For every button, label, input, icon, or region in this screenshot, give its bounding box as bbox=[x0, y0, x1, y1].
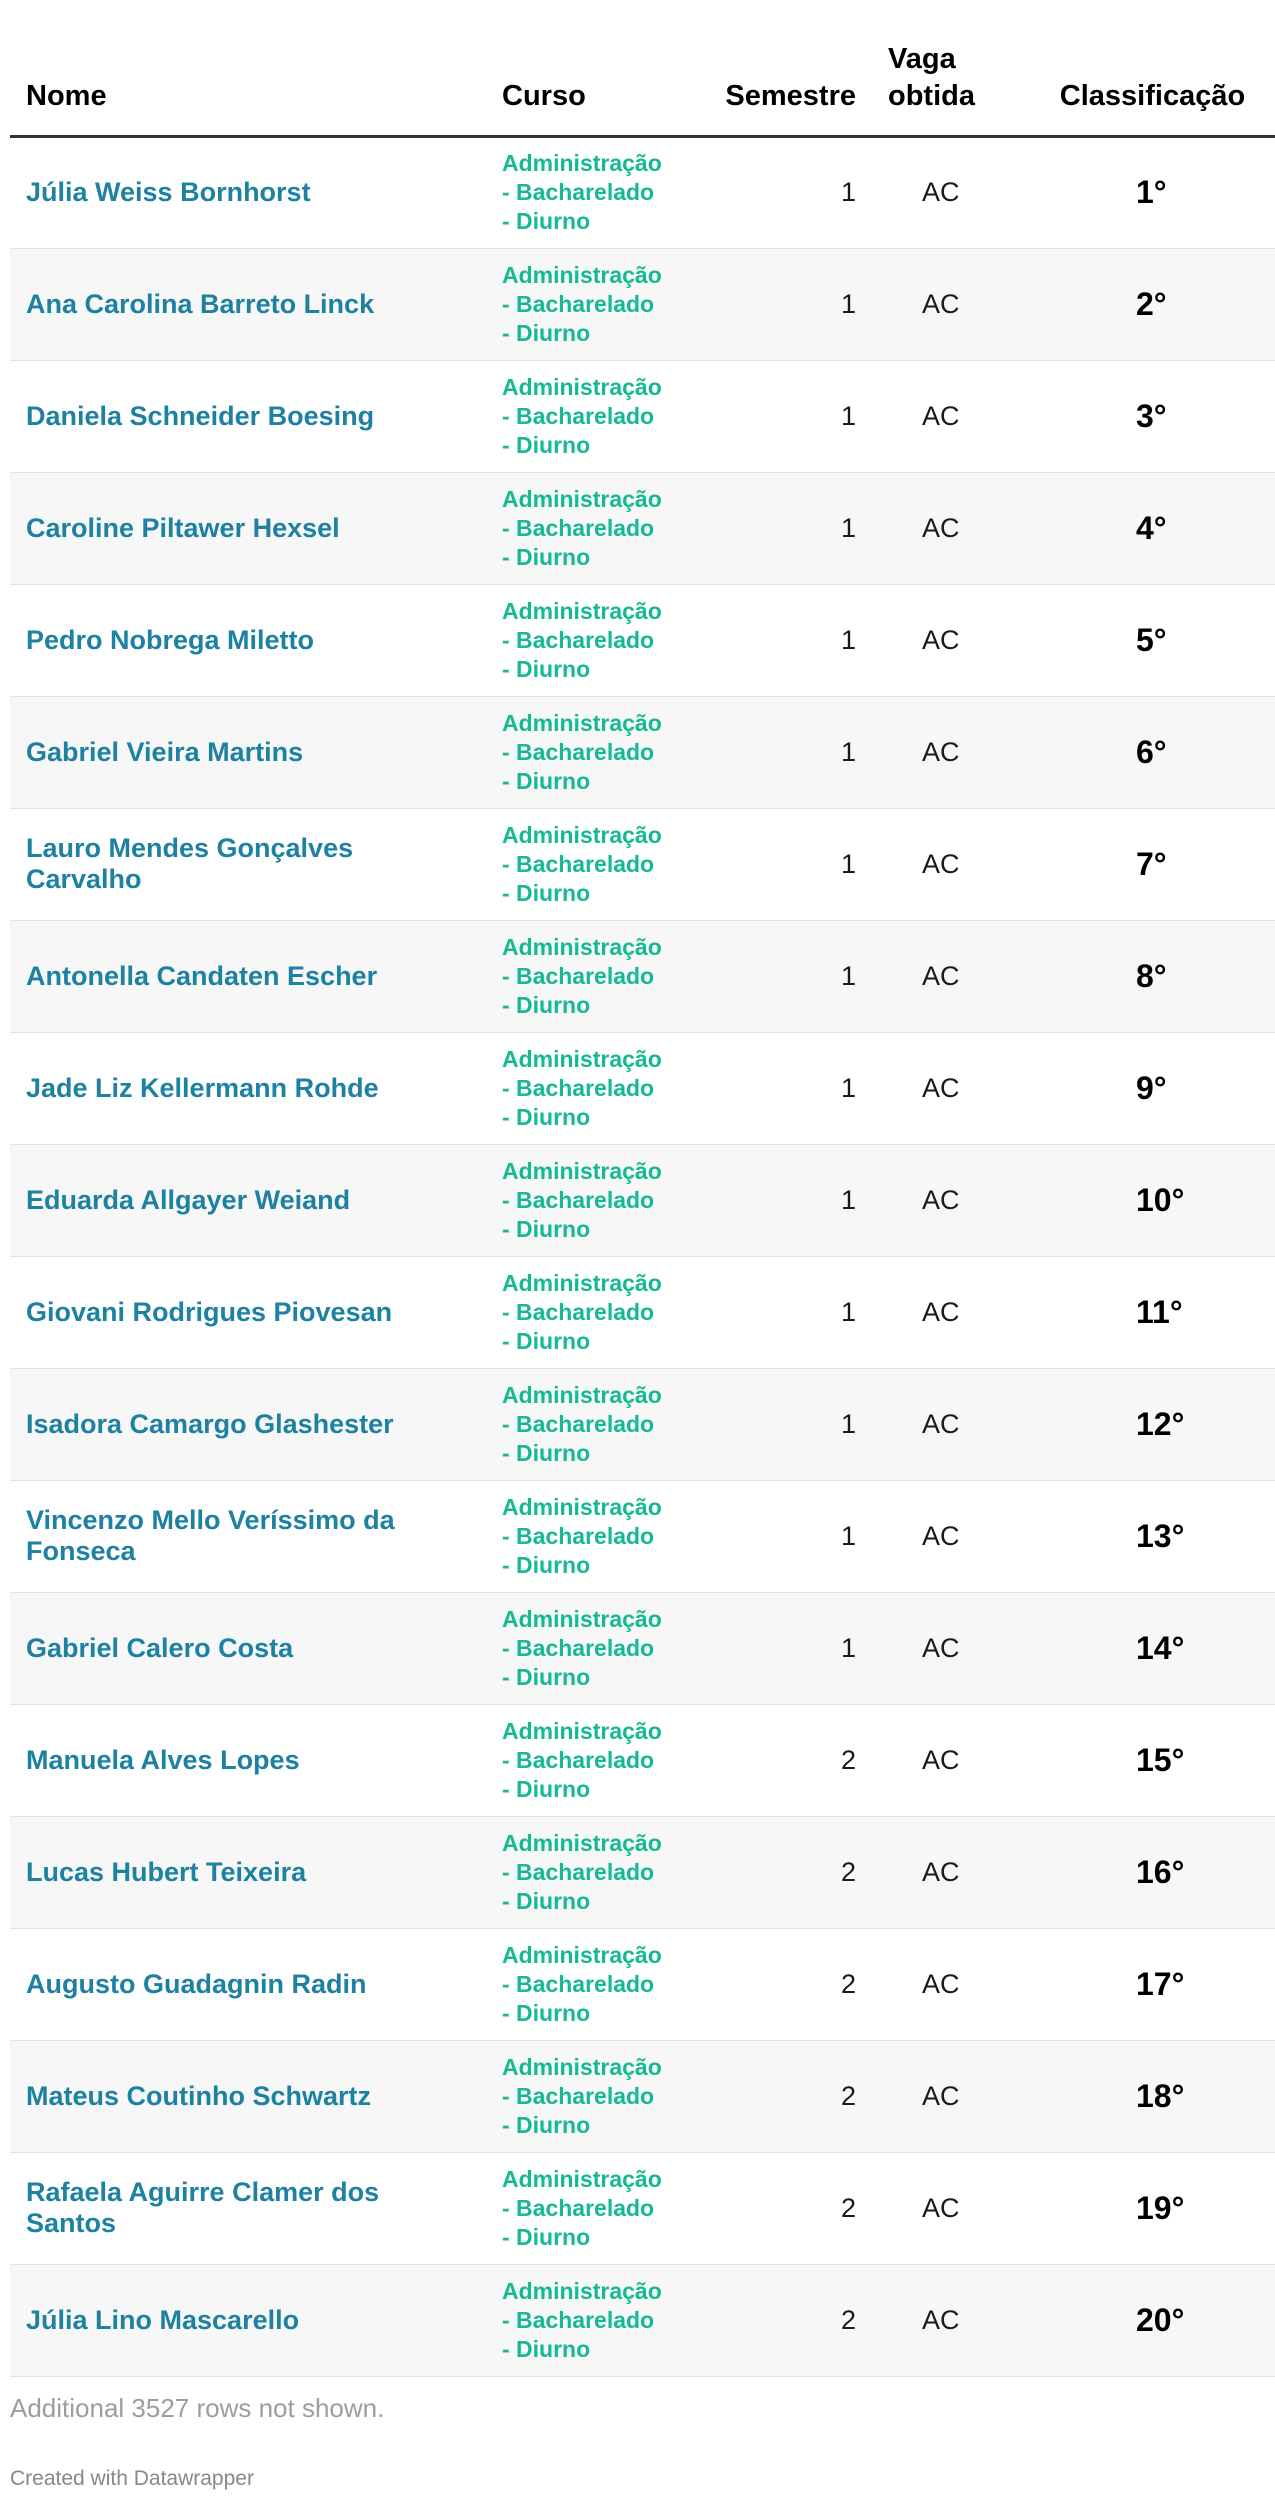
cell-curso: Administração - Bacharelado - Diurno bbox=[486, 2152, 672, 2264]
cell-classificacao: 1° bbox=[1018, 136, 1275, 248]
cell-nome: Gabriel Calero Costa bbox=[10, 1592, 486, 1704]
cell-classificacao: 11° bbox=[1018, 1256, 1275, 1368]
table-row bbox=[10, 1480, 1275, 1592]
cell-nome: Augusto Guadagnin Radin bbox=[10, 1928, 486, 2040]
cell-classificacao: 5° bbox=[1018, 584, 1275, 696]
cell-semestre: 1 bbox=[672, 696, 872, 808]
cell-vaga-obtida: AC bbox=[872, 808, 1018, 920]
cell-curso: Administração - Bacharelado - Diurno bbox=[486, 472, 672, 584]
cell-semestre: 1 bbox=[672, 920, 872, 1032]
table-row bbox=[10, 696, 1275, 808]
table-row bbox=[10, 920, 1275, 1032]
cell-vaga-obtida: AC bbox=[872, 2152, 1018, 2264]
cell-semestre: 1 bbox=[672, 584, 872, 696]
cell-vaga-obtida: AC bbox=[872, 1368, 1018, 1480]
cell-vaga-obtida: AC bbox=[872, 1256, 1018, 1368]
table-row bbox=[10, 808, 1275, 920]
cell-curso: Administração - Bacharelado - Diurno bbox=[486, 136, 672, 248]
cell-vaga-obtida: AC bbox=[872, 1928, 1018, 2040]
cell-classificacao: 16° bbox=[1018, 1816, 1275, 1928]
table-row bbox=[10, 136, 1275, 248]
table-row bbox=[10, 1592, 1275, 1704]
cell-classificacao: 10° bbox=[1018, 1144, 1275, 1256]
cell-curso: Administração - Bacharelado - Diurno bbox=[486, 1704, 672, 1816]
table-row bbox=[10, 2152, 1275, 2264]
cell-vaga-obtida: AC bbox=[872, 1032, 1018, 1144]
cell-semestre: 1 bbox=[672, 808, 872, 920]
cell-classificacao: 17° bbox=[1018, 1928, 1275, 2040]
cell-semestre: 1 bbox=[672, 472, 872, 584]
cell-nome: Gabriel Vieira Martins bbox=[10, 696, 486, 808]
table-body bbox=[10, 136, 1275, 2376]
cell-curso: Administração - Bacharelado - Diurno bbox=[486, 1928, 672, 2040]
cell-vaga-obtida: AC bbox=[872, 136, 1018, 248]
cell-curso: Administração - Bacharelado - Diurno bbox=[486, 696, 672, 808]
cell-vaga-obtida: AC bbox=[872, 1144, 1018, 1256]
cell-vaga-obtida: AC bbox=[872, 2264, 1018, 2376]
table-row bbox=[10, 1144, 1275, 1256]
cell-vaga-obtida: AC bbox=[872, 696, 1018, 808]
cell-curso: Administração - Bacharelado - Diurno bbox=[486, 1144, 672, 1256]
cell-nome: Lauro Mendes Gonçalves Carvalho bbox=[10, 808, 486, 920]
cell-classificacao: 7° bbox=[1018, 808, 1275, 920]
cell-classificacao: 12° bbox=[1018, 1368, 1275, 1480]
cell-semestre: 1 bbox=[672, 1256, 872, 1368]
cell-vaga-obtida: AC bbox=[872, 2040, 1018, 2152]
cell-curso: Administração - Bacharelado - Diurno bbox=[486, 1816, 672, 1928]
cell-curso: Administração - Bacharelado - Diurno bbox=[486, 1256, 672, 1368]
cell-semestre: 1 bbox=[672, 1480, 872, 1592]
cell-curso: Administração - Bacharelado - Diurno bbox=[486, 808, 672, 920]
cell-classificacao: 4° bbox=[1018, 472, 1275, 584]
cell-semestre: 1 bbox=[672, 360, 872, 472]
cell-semestre: 1 bbox=[672, 1368, 872, 1480]
cell-nome: Antonella Candaten Escher bbox=[10, 920, 486, 1032]
rows-not-shown-note: Additional 3527 rows not shown. bbox=[10, 2393, 385, 2423]
cell-semestre: 1 bbox=[672, 1032, 872, 1144]
cell-nome: Pedro Nobrega Miletto bbox=[10, 584, 486, 696]
cell-vaga-obtida: AC bbox=[872, 1480, 1018, 1592]
cell-classificacao: 13° bbox=[1018, 1480, 1275, 1592]
table-row bbox=[10, 1928, 1275, 2040]
datawrapper-credit[interactable]: Created with Datawrapper bbox=[10, 2467, 254, 2490]
cell-nome: Júlia Lino Mascarello bbox=[10, 2264, 486, 2376]
table-row bbox=[10, 1816, 1275, 1928]
cell-curso: Administração - Bacharelado - Diurno bbox=[486, 2040, 672, 2152]
cell-classificacao: 2° bbox=[1018, 248, 1275, 360]
cell-nome: Isadora Camargo Glashester bbox=[10, 1368, 486, 1480]
cell-curso: Administração - Bacharelado - Diurno bbox=[486, 2264, 672, 2376]
cell-classificacao: 3° bbox=[1018, 360, 1275, 472]
column-header-nome[interactable]: Nome bbox=[10, 0, 486, 136]
cell-semestre: 2 bbox=[672, 1704, 872, 1816]
cell-semestre: 1 bbox=[672, 136, 872, 248]
cell-nome: Rafaela Aguirre Clamer dos Santos bbox=[10, 2152, 486, 2264]
table-row bbox=[10, 584, 1275, 696]
cell-vaga-obtida: AC bbox=[872, 360, 1018, 472]
cell-curso: Administração - Bacharelado - Diurno bbox=[486, 248, 672, 360]
results-table-container[interactable] bbox=[10, 0, 1246, 2377]
cell-nome: Manuela Alves Lopes bbox=[10, 1704, 486, 1816]
cell-classificacao: 18° bbox=[1018, 2040, 1275, 2152]
cell-nome: Mateus Coutinho Schwartz bbox=[10, 2040, 486, 2152]
cell-semestre: 2 bbox=[672, 2152, 872, 2264]
table-row bbox=[10, 2040, 1275, 2152]
cell-nome: Giovani Rodrigues Piovesan bbox=[10, 1256, 486, 1368]
cell-vaga-obtida: AC bbox=[872, 1816, 1018, 1928]
cell-curso: Administração - Bacharelado - Diurno bbox=[486, 920, 672, 1032]
cell-semestre: 2 bbox=[672, 2264, 872, 2376]
cell-nome: Caroline Piltawer Hexsel bbox=[10, 472, 486, 584]
results-table bbox=[10, 0, 1275, 2377]
cell-classificacao: 20° bbox=[1018, 2264, 1275, 2376]
cell-classificacao: 6° bbox=[1018, 696, 1275, 808]
column-header-curso[interactable]: Curso bbox=[486, 0, 672, 136]
cell-classificacao: 15° bbox=[1018, 1704, 1275, 1816]
table-row bbox=[10, 360, 1275, 472]
cell-nome: Vincenzo Mello Veríssimo da Fonseca bbox=[10, 1480, 486, 1592]
cell-vaga-obtida: AC bbox=[872, 1704, 1018, 1816]
table-row bbox=[10, 248, 1275, 360]
cell-semestre: 1 bbox=[672, 1144, 872, 1256]
cell-classificacao: 19° bbox=[1018, 2152, 1275, 2264]
column-header-vaga-obtida[interactable]: Vaga obtida bbox=[872, 0, 1018, 136]
cell-curso: Administração - Bacharelado - Diurno bbox=[486, 1592, 672, 1704]
cell-vaga-obtida: AC bbox=[872, 248, 1018, 360]
cell-nome: Eduarda Allgayer Weiand bbox=[10, 1144, 486, 1256]
table-row bbox=[10, 1032, 1275, 1144]
cell-nome: Jade Liz Kellermann Rohde bbox=[10, 1032, 486, 1144]
table-row bbox=[10, 1704, 1275, 1816]
cell-curso: Administração - Bacharelado - Diurno bbox=[486, 360, 672, 472]
cell-classificacao: 9° bbox=[1018, 1032, 1275, 1144]
table-row bbox=[10, 1256, 1275, 1368]
cell-vaga-obtida: AC bbox=[872, 1592, 1018, 1704]
cell-semestre: 2 bbox=[672, 1928, 872, 2040]
cell-classificacao: 14° bbox=[1018, 1592, 1275, 1704]
table-row bbox=[10, 472, 1275, 584]
cell-semestre: 1 bbox=[672, 248, 872, 360]
cell-curso: Administração - Bacharelado - Diurno bbox=[486, 1032, 672, 1144]
cell-semestre: 2 bbox=[672, 1816, 872, 1928]
table-row bbox=[10, 1368, 1275, 1480]
cell-vaga-obtida: AC bbox=[872, 472, 1018, 584]
cell-curso: Administração - Bacharelado - Diurno bbox=[486, 1368, 672, 1480]
column-header-classificacao[interactable]: Classificação bbox=[1018, 0, 1275, 136]
cell-nome: Daniela Schneider Boesing bbox=[10, 360, 486, 472]
column-header-semestre[interactable]: Semestre bbox=[672, 0, 872, 136]
cell-semestre: 1 bbox=[672, 1592, 872, 1704]
cell-nome: Júlia Weiss Bornhorst bbox=[10, 136, 486, 248]
cell-curso: Administração - Bacharelado - Diurno bbox=[486, 584, 672, 696]
table-row bbox=[10, 2264, 1275, 2376]
cell-nome: Ana Carolina Barreto Linck bbox=[10, 248, 486, 360]
cell-classificacao: 8° bbox=[1018, 920, 1275, 1032]
cell-nome: Lucas Hubert Teixeira bbox=[10, 1816, 486, 1928]
cell-vaga-obtida: AC bbox=[872, 584, 1018, 696]
cell-curso: Administração - Bacharelado - Diurno bbox=[486, 1480, 672, 1592]
cell-vaga-obtida: AC bbox=[872, 920, 1018, 1032]
cell-semestre: 2 bbox=[672, 2040, 872, 2152]
table-header bbox=[10, 0, 1275, 136]
